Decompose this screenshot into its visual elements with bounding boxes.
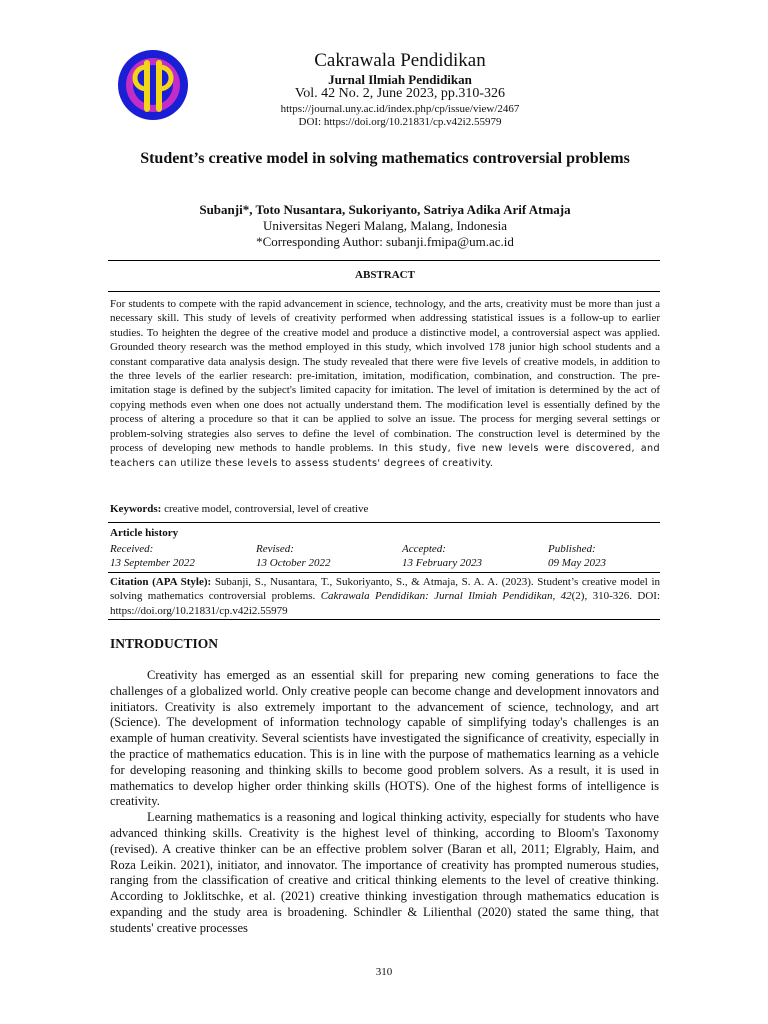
intro-paragraph-2: Learning mathematics is a reasoning and logical thinking activity, especially for students who have advanced thinking skills. Creativity is the highest level of thinking, according to Bloom's Taxonomy (revised). A creative thinker can be an effective problem solver (Baran et all, 2011; Elgrably, Haim, and Roza Leikin. 2021), initiator, and innovator. The importance of creativity has prompted numerous studies, ranging from the classification of creative and critical thinking elements to the level of creative thinking. According to Joklitschke, et al. (2021) creative thinking investigation through mathematics education is expanding and the study area is broadening. Schindler & Lilienthal (2020) stated the same thing, that students' creative processes	[110, 810, 659, 935]
abstract-heading: ABSTRACT	[355, 269, 415, 281]
journal-doi[interactable]: DOI: https://doi.org/10.21831/cp.v42i2.55979	[298, 116, 502, 128]
keywords	[110, 503, 660, 515]
abstract-heading-rule	[108, 291, 660, 292]
article-title: Student’s creative model in solving mathematics controversial problems	[140, 150, 630, 167]
introduction-body	[110, 668, 659, 937]
abstract-body: For students to compete with the rapid advancement in science, technology, and the arts, creativity must be more than just a necessary skill. This study of levels of creativity performed when addressing statistical issues is a follow-up to earlier studies. To heighten the degree of the creative model and produce a distinctive model, a controversial aspect was applied. Grounded theory research was the method employed in this study, which involved 178 junior high school students and a constant comparative data analysis design. The study revealed that there were five levels of creative models, in addition to the three levels of the earlier research: pre-imitation, imitation, modification, combination, and construction. The pre-imitation stage is defined by the subject's limited capacity for imitation. The level of imitation is determined by the act of copying methods even when one does not actually understand them. The modification level is essentially defined by the process of altering a procedure so that it can be applied to solve an issue. The process for merging several settings or problem-solving strategies also serves to define the level of combination. The construction level is determined by the process of developing new methods to handle problems.	[110, 298, 660, 455]
citation-label: Citation (APA Style):	[110, 576, 212, 588]
citation-sep: ,	[552, 590, 561, 603]
history-received-date: 13 September 2022	[110, 557, 195, 569]
history-received-label: Received:	[110, 543, 154, 555]
history-revised-label: Revised:	[256, 543, 294, 555]
abstract-top-rule	[108, 260, 660, 261]
journal-url[interactable]: https://journal.uny.ac.id/index.php/cp/issue/view/2467	[280, 103, 520, 115]
article-history-heading: Article history	[110, 527, 179, 539]
journal-logo-icon	[117, 49, 189, 121]
article-affiliation: Universitas Negeri Malang, Malang, Indonesia	[262, 218, 508, 233]
history-accepted-label: Accepted:	[402, 543, 446, 555]
citation-tail: (2), 310-326. DOI: https://doi.org/10.21831/cp.v42i2.55979	[110, 590, 661, 617]
keywords-value: creative model, controversial, level of creative	[164, 503, 369, 515]
citation-volume: 42	[560, 590, 572, 603]
page-number: 310	[375, 966, 393, 978]
history-top-rule	[108, 522, 660, 523]
history-revised-date: 13 October 2022	[256, 557, 331, 569]
abstract-tail: In this study, five new levels were discovered, and teachers can utilize these levels to assess students' degrees of creativity.	[110, 443, 660, 470]
abstract-text	[110, 297, 660, 472]
citation-text: Subanji, S., Nusantara, T., Sukoriyanto, S., & Atmaja, S. A. A. (2023). Student’s creative model in solving mathematics controversial problems.	[110, 576, 660, 603]
citation-bottom-rule	[108, 619, 660, 620]
journal-subtitle: Jurnal Ilmiah Pendidikan	[328, 72, 472, 87]
keywords-label: Keywords:	[110, 503, 162, 515]
history-published-label: Published:	[548, 543, 596, 555]
intro-paragraph-1: Creativity has emerged as an essential skill for preparing new coming generations to face the challenges of a globalized world. Only creative people can become change and development innovators and initiators. Creativity is also extremely important to the advancement of science, technology, and art (Science). The development of information technology capable of simplifying today's challenges is an example of human creativity. Several scientists have investigated the significance of creativity, especially in the practice of mathematics education. This is in line with the purpose of mathematics learning as a vehicle for developing reasoning and thinking skills to become good problem solvers. As a result, it is used in mathematics to develop higher order thinking skills (HOTS). One of the highest forms of intelligence is creativity.	[110, 668, 659, 809]
citation	[110, 575, 660, 618]
history-accepted-date: 13 February 2023	[402, 557, 483, 569]
article-authors: Subanji*, Toto Nusantara, Sukoriyanto, Satriya Adika Arif Atmaja	[199, 202, 571, 217]
journal-name: Cakrawala Pendidikan	[314, 50, 486, 71]
introduction-heading: INTRODUCTION	[110, 636, 219, 651]
citation-top-rule	[108, 572, 660, 573]
corresponding-author: *Corresponding Author: subanji.fmipa@um.ac.id	[256, 234, 514, 249]
history-published-date: 09 May 2023	[548, 557, 607, 569]
journal-volume: Vol. 42 No. 2, June 2023, pp.310-326	[294, 86, 506, 101]
citation-journal: Cakrawala Pendidikan: Jurnal Ilmiah Pendidikan	[320, 590, 553, 603]
